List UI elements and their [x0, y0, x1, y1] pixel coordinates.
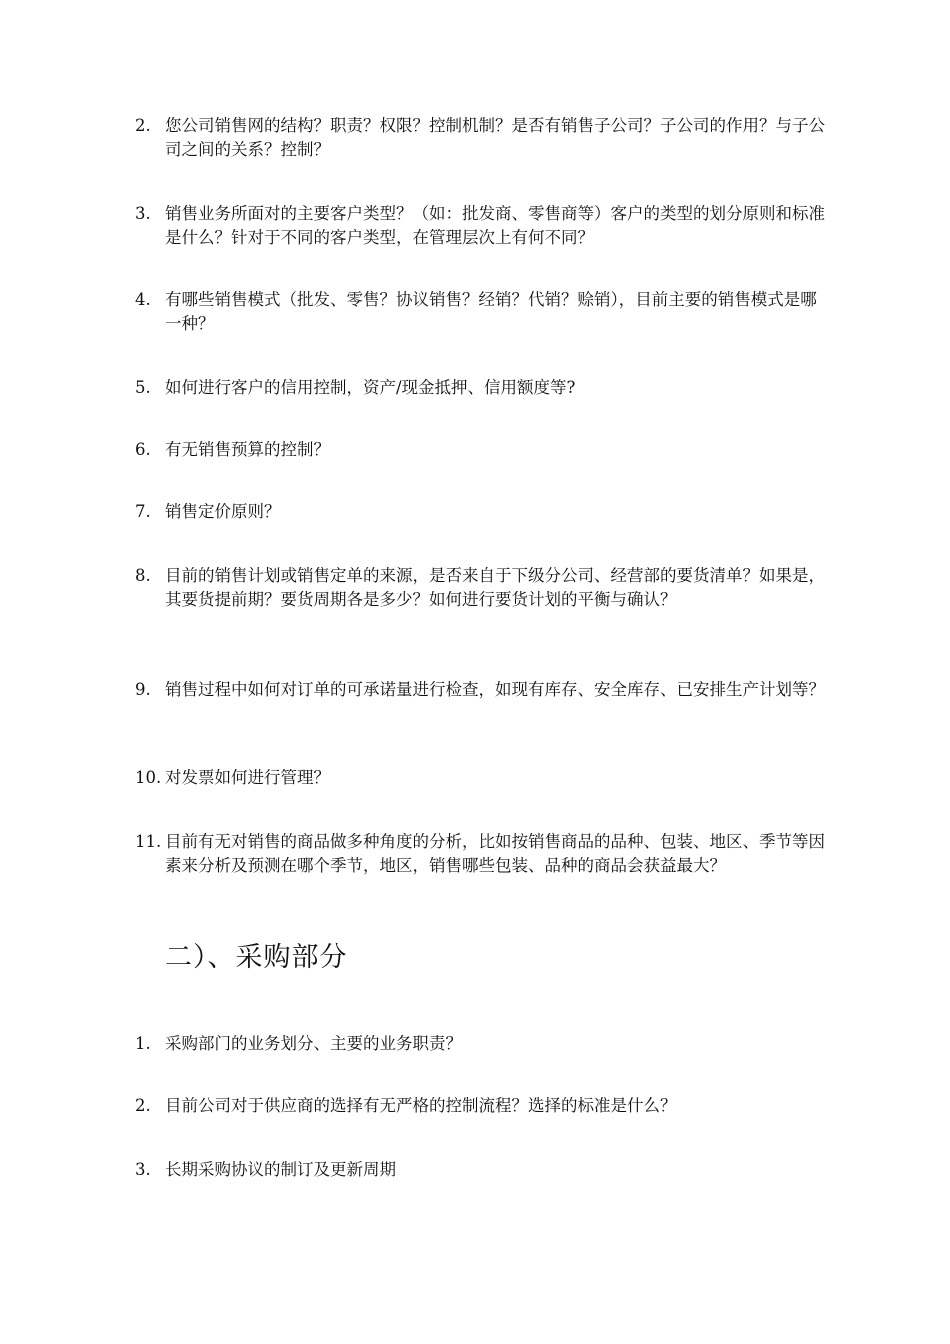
- item-text: 销售业务所面对的主要客户类型？（如：批发商、零售商等）客户的类型的划分原则和标准是什么？针对于不同的客户类型，在管理层次上有何不同？: [165, 204, 825, 247]
- list-item: [135, 1032, 825, 1056]
- item-number: 11.: [135, 832, 162, 851]
- item-number: 1.: [135, 1034, 151, 1053]
- item-number: 3.: [135, 204, 151, 223]
- list-item: [135, 376, 825, 400]
- item-number: 10.: [135, 768, 162, 787]
- item-text: 有哪些销售模式（批发、零售？协议销售？经销？代销？赊销），目前主要的销售模式是哪一种？: [165, 290, 817, 333]
- item-number: 6.: [135, 440, 151, 459]
- item-number: 4.: [135, 290, 151, 309]
- item-text: 目前有无对销售的商品做多种角度的分析，比如按销售商品的品种、包装、地区、季节等因素来分析及预测在哪个季节，地区，销售哪些包装、品种的商品会获益最大？: [165, 832, 825, 875]
- item-number: 9.: [135, 680, 151, 699]
- section-heading: 二）、采购部分: [165, 942, 348, 973]
- list-item: [135, 830, 825, 878]
- item-number: 3.: [135, 1160, 151, 1179]
- item-text: 采购部门的业务划分、主要的业务职责？: [165, 1034, 462, 1053]
- item-number: 2.: [135, 116, 151, 135]
- item-text: 销售过程中如何对订单的可承诺量进行检查，如现有库存、安全库存、已安排生产计划等？: [165, 680, 825, 699]
- item-number: 2.: [135, 1096, 151, 1115]
- item-text: 长期采购协议的制订及更新周期: [165, 1160, 396, 1179]
- list-item: [135, 1094, 825, 1118]
- list-item: [135, 766, 825, 790]
- item-text: 有无销售预算的控制？: [165, 440, 330, 459]
- list-item: [135, 1158, 825, 1182]
- item-text: 您公司销售网的结构？职责？权限？控制机制？是否有销售子公司？子公司的作用？与子公司之间的关系？控制？: [165, 116, 825, 159]
- item-number: 5.: [135, 378, 151, 397]
- list-item: [135, 288, 825, 336]
- list-item: [135, 114, 825, 162]
- list-item: [135, 438, 825, 462]
- list-item: [135, 678, 825, 702]
- item-number: 8.: [135, 566, 151, 585]
- item-text: 销售定价原则？: [165, 502, 281, 521]
- list-item: [135, 564, 825, 612]
- item-number: 7.: [135, 502, 151, 521]
- list-item: [135, 500, 825, 524]
- item-text: 目前公司对于供应商的选择有无严格的控制流程？选择的标准是什么？: [165, 1096, 677, 1115]
- item-text: 如何进行客户的信用控制，资产/现金抵押、信用额度等?: [165, 378, 576, 397]
- item-text: 目前的销售计划或销售定单的来源，是否来自于下级分公司、经营部的要货清单？如果是，其要货提前期？要货周期各是多少？如何进行要货计划的平衡与确认？: [165, 566, 825, 609]
- list-item: [135, 202, 825, 250]
- item-text: 对发票如何进行管理？: [165, 768, 330, 787]
